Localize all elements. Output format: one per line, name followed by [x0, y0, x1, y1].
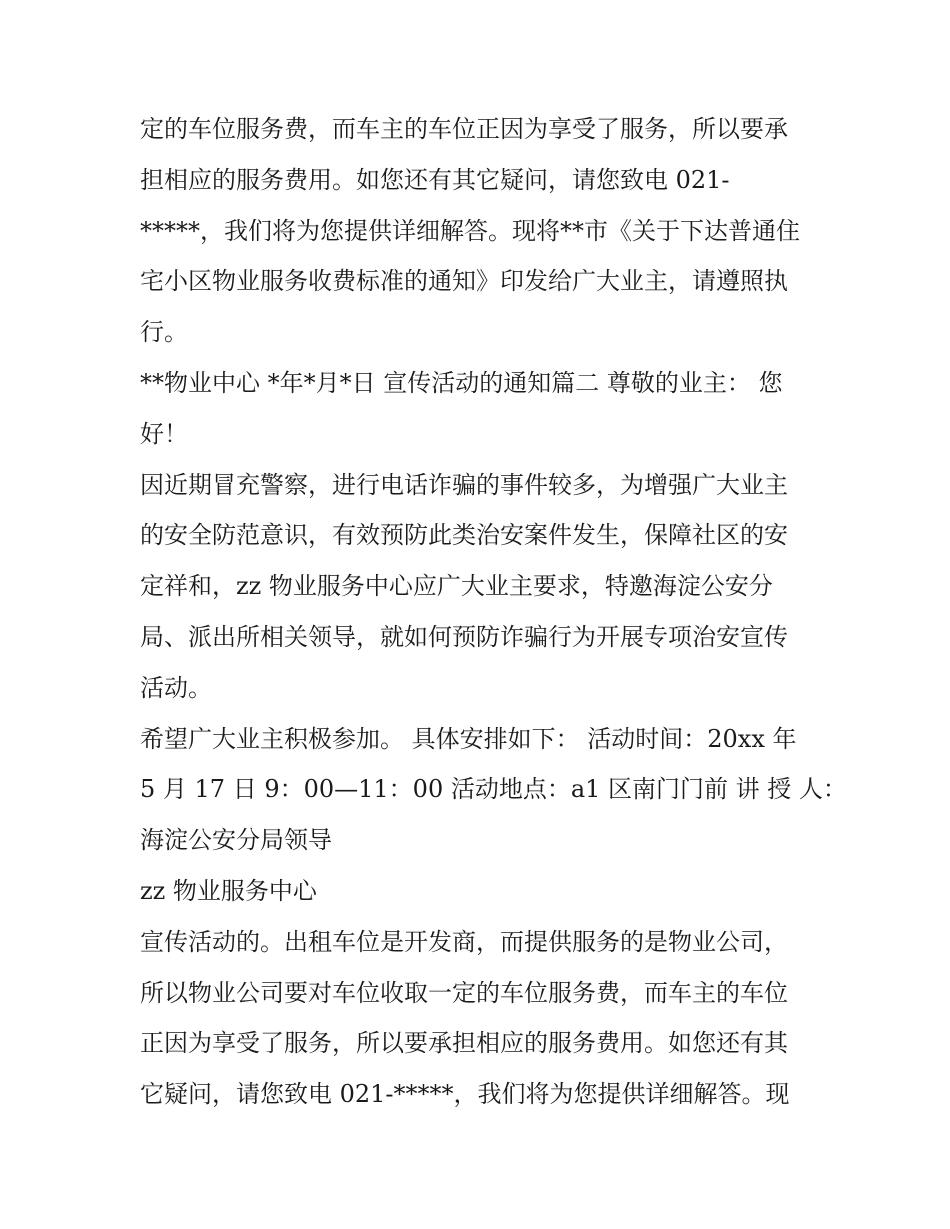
text-line: 宣传活动的。出租车位是开发商，而提供服务的是物业公司，	[140, 927, 788, 956]
text-line: **物业中心 *年*月*日 宣传活动的通知篇二 尊敬的业主： 您	[140, 368, 783, 397]
text-line: 它疑问，请您致电 021-*****，我们将为您提供详细解答。现	[140, 1080, 790, 1109]
text-line: 担相应的服务费用。如您还有其它疑问，请您致电 021-	[140, 165, 730, 194]
text-line: 宅小区物业服务收费标准的通知》印发给广大业主，请遵照执	[140, 267, 788, 296]
text-line: 5 月 17 日 9：00—11：00 活动地点：a1 区南门门前 讲 授 人：	[140, 775, 847, 804]
text-line: 所以物业公司要对车位收取一定的车位服务费，而车主的车位	[140, 978, 788, 1007]
text-line: 局、派出所相关领导，就如何预防诈骗行为开展专项治安宣传	[140, 622, 788, 651]
text-line: 因近期冒充警察，进行电话诈骗的事件较多，为增强广大业主	[140, 470, 788, 499]
text-line: zz 物业服务中心	[140, 876, 317, 905]
text-line: 的安全防范意识，有效预防此类治安案件发生，保障社区的安	[140, 521, 788, 550]
text-line: 好！	[140, 419, 188, 448]
text-line: 希望广大业主积极参加。 具体安排如下： 活动时间：20xx 年	[140, 724, 797, 753]
text-line: 活动。	[140, 673, 212, 702]
text-line: *****，我们将为您提供详细解答。现将**市《关于下达普通住	[140, 216, 800, 245]
text-line: 行。	[140, 318, 188, 347]
text-line: 定祥和，zz 物业服务中心应广大业主要求，特邀海淀公安分	[140, 572, 773, 601]
text-line: 海淀公安分局领导	[140, 826, 332, 855]
text-line: 定的车位服务费，而车主的车位正因为享受了服务，所以要承	[140, 115, 788, 143]
document-body	[140, 104, 847, 1120]
text-line: 正因为享受了服务，所以要承担相应的服务费用。如您还有其	[140, 1029, 788, 1058]
